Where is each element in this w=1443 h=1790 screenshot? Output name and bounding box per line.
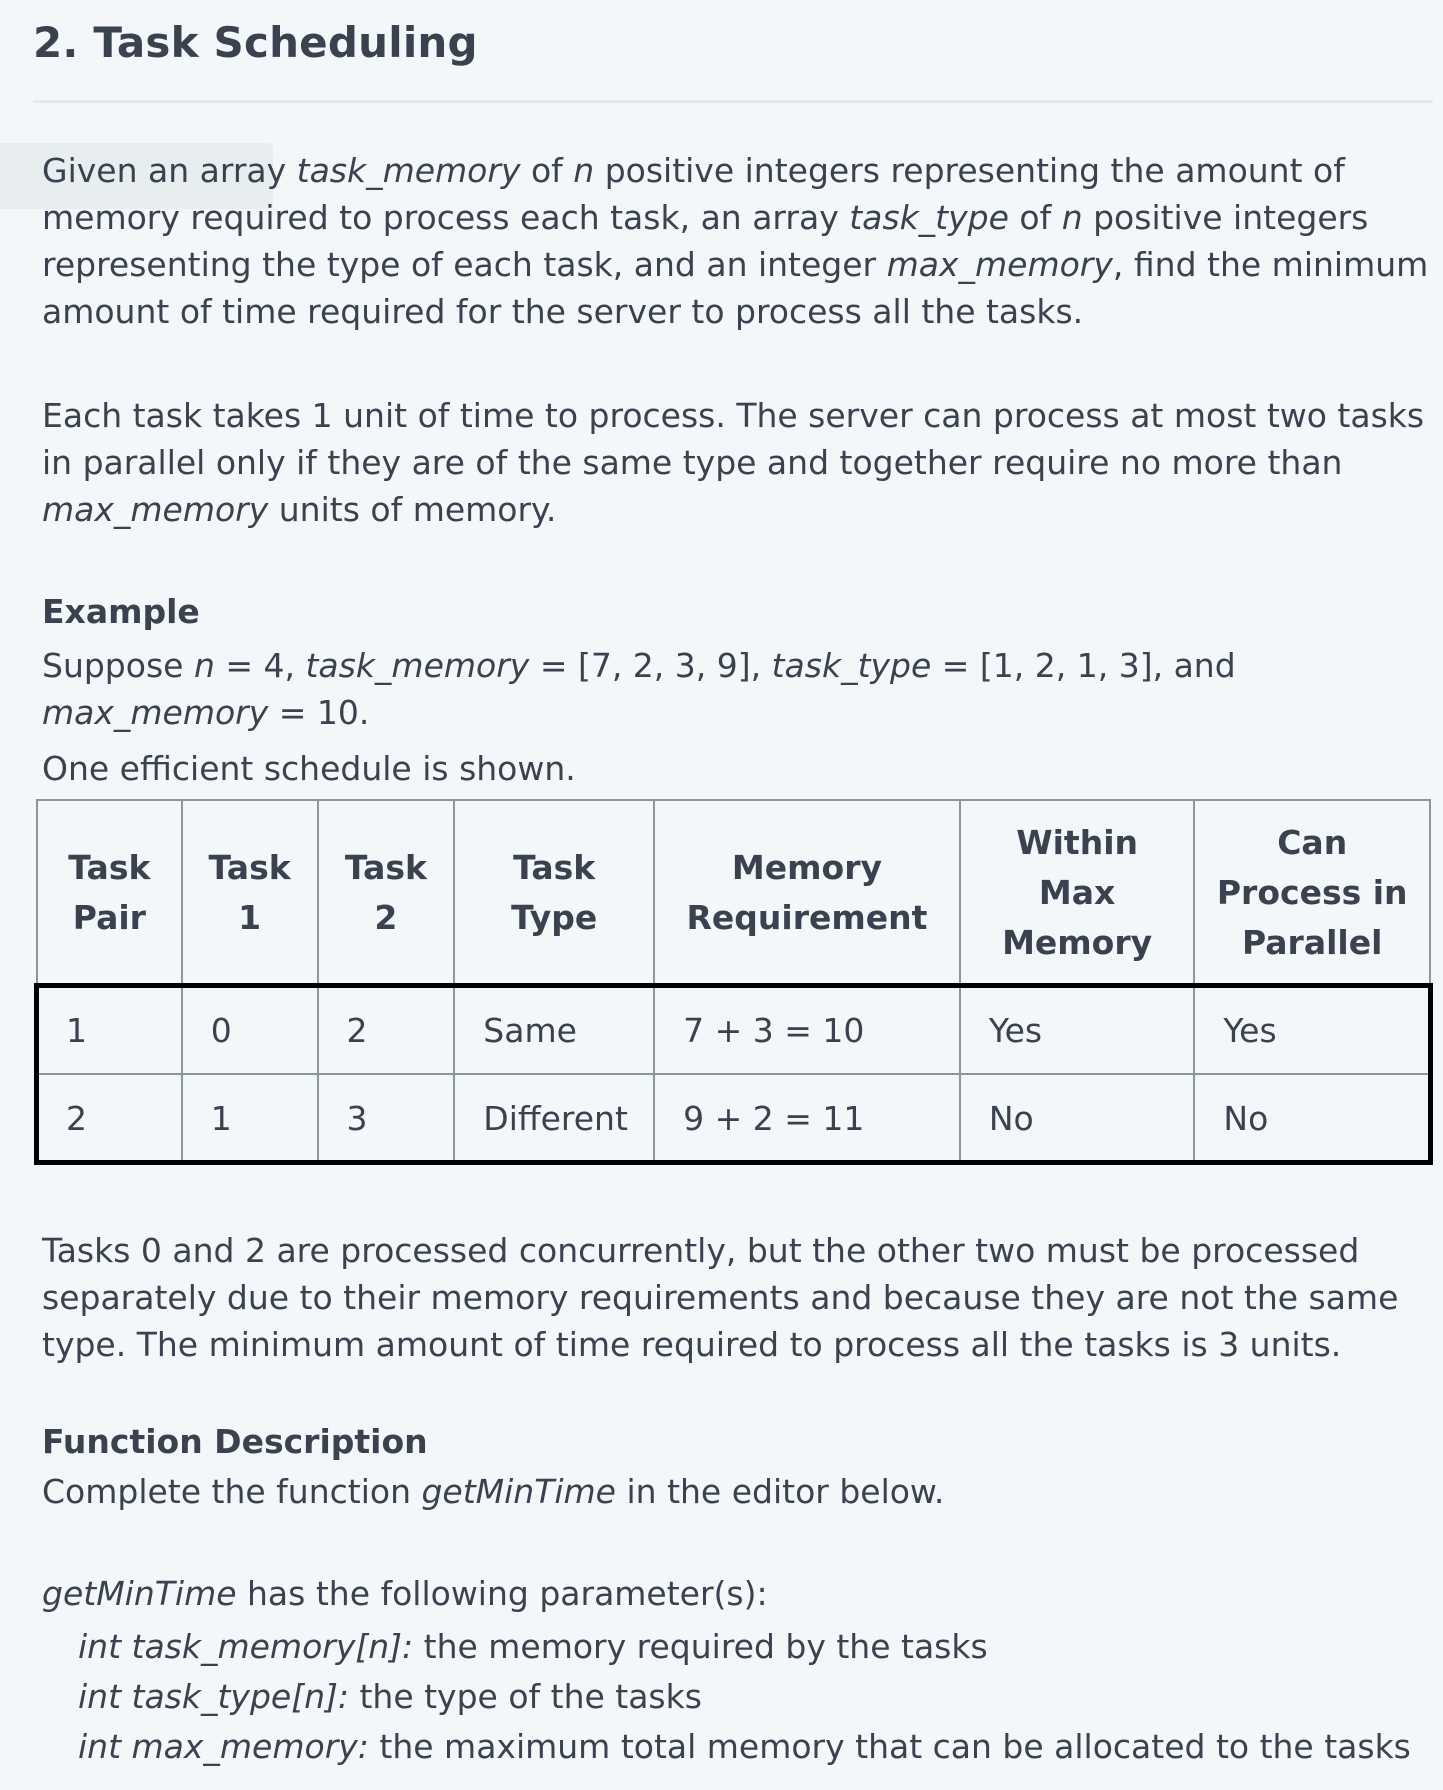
schedule-intro: One efficient schedule is shown. [42,749,576,788]
table-cell: Yes [1194,986,1430,1074]
processing-rules: Each task takes 1 unit of time to process. The server can process at most two tasks in parallel only if they are of the same type and together require no more than max_memory units of memory. [42,396,1425,529]
table-cell: 1 [182,1074,318,1162]
problem-statement: Given an array task_memory of n positive integers representing the amount of memory required to process each task, an array task_type of n positive integers representing the type of each task, and an integer max_memory, find the minimum amount of time required for the server to process all the tasks. [42,151,1429,331]
schedule-table [36,799,1431,1163]
header-task-2: Task 2 [318,800,455,986]
param-task-type: int task_type[n]: the type of the tasks [78,1677,702,1716]
table-cell: 1 [37,986,182,1074]
table-cell: 3 [318,1074,455,1162]
table-cell: 7 + 3 = 10 [654,986,960,1074]
explanation-text: Tasks 0 and 2 are processed concurrently, but the other two must be processed separately due to their memory requirements and because they are not the same type. The minimum amount of time required to process all the tasks is 3 units. [42,1231,1399,1364]
header-memory-requirement: Memory Requirement [654,800,960,986]
function-description-text: Complete the function getMinTime in the editor below. [42,1472,945,1511]
parameters-intro: getMinTime has the following parameter(s): [42,1574,768,1613]
example-heading: Example [42,592,200,631]
function-description-heading: Function Description [42,1422,428,1461]
table-cell: 0 [182,986,318,1074]
table-cell: 2 [318,986,455,1074]
table-header-row [37,800,1430,986]
table-cell: Yes [960,986,1195,1074]
header-task-pair: Task Pair [37,800,182,986]
table-cell: 9 + 2 = 11 [654,1074,960,1162]
title-divider [33,100,1433,103]
header-task-type: Task Type [454,800,654,986]
table-row [37,1074,1430,1162]
header-within-max-memory: Within Max Memory [960,800,1195,986]
param-task-memory: int task_memory[n]: the memory required by the tasks [78,1627,988,1666]
table-cell: Different [454,1074,654,1162]
table-cell: Same [454,986,654,1074]
table-cell: No [960,1074,1195,1162]
page-title: 2. Task Scheduling [33,18,478,67]
table-cell: 2 [37,1074,182,1162]
header-task-1: Task 1 [182,800,318,986]
header-can-process-parallel: Can Process in Parallel [1194,800,1430,986]
param-max-memory: int max_memory: the maximum total memory that can be allocated to the tasks [78,1727,1411,1766]
table-row [37,986,1430,1074]
table-cell: No [1194,1074,1430,1162]
example-text: Suppose n = 4, task_memory = [7, 2, 3, 9], task_type = [1, 2, 1, 3], and max_memory = 10. [42,646,1236,732]
